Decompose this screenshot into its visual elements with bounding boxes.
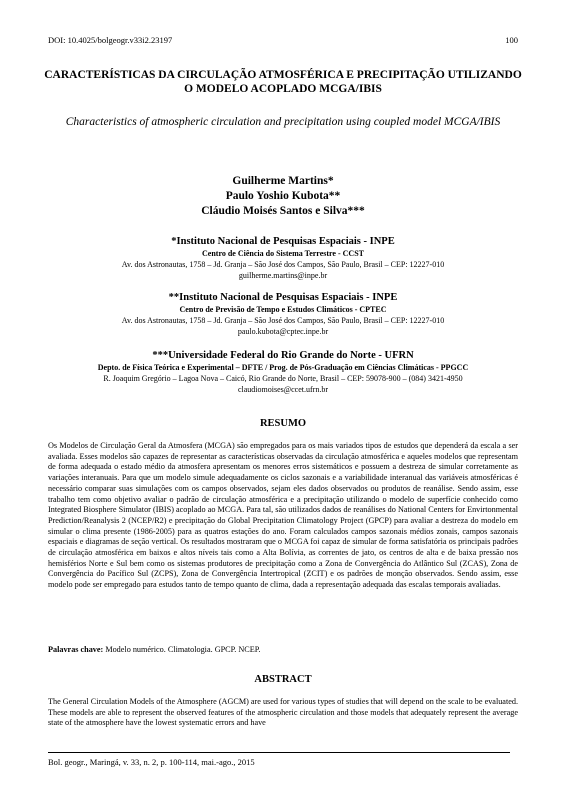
- affiliation-department: Centro de Previsão de Tempo e Estudos Climáticos - CPTEC: [179, 305, 387, 314]
- author-name: Paulo Yoshio Kubota**: [225, 190, 341, 202]
- affiliation-block: [40, 236, 526, 281]
- author-name: Guilherme Martins*: [232, 175, 334, 187]
- resumo-heading: RESUMO: [259, 418, 307, 429]
- affiliation-block: [40, 350, 526, 395]
- affiliation-address: Av. dos Astronautas, 1758 – Jd. Granja – São José dos Campos, São Paulo, Brasil – CEP: 12227-010: [121, 316, 445, 325]
- affiliation-address: Av. dos Astronautas, 1758 – Jd. Granja – São José dos Campos, São Paulo, Brasil – CEP: 12227-010: [121, 260, 445, 269]
- affiliation-email: paulo.kubota@cptec.inpe.br: [237, 327, 329, 336]
- journal-footer: Bol. geogr., Maringá, v. 33, n. 2, p. 100-114, mai.-ago., 2015: [48, 757, 255, 767]
- affiliation-department: Depto. de Física Teórica e Experimental – DFTE / Prog. de Pós-Graduação em Ciências Climáticas - PPGCC: [97, 363, 469, 372]
- abstract-paragraph: The General Circulation Models of the Atmosphere (AGCM) are used for various types of studies that will depend on the scale to be evaluated. These models are able to represent the observed features of the atmospheric circulation and those models that adequately represent the average state of the atmosphere have the lowest systematic errors and have: [48, 697, 518, 728]
- title-english: Characteristics of atmospheric circulation and precipitation using coupled model MCGA/IBIS: [65, 116, 501, 128]
- affiliation-name: ***Universidade Federal do Rio Grande do Norte - UFRN: [152, 350, 414, 361]
- affiliation-department: Centro de Ciência do Sistema Terrestre - CCST: [202, 249, 364, 258]
- author-list: [40, 174, 526, 219]
- affiliation-name: **Instituto Nacional de Pesquisas Espaciais - INPE: [168, 292, 398, 303]
- affiliation-email: claudiomoises@ccet.ufrn.br: [237, 385, 328, 394]
- affiliation-address: R. Joaquim Gregório – Lagoa Nova – Caicó, Rio Grande do Norte, Brasil – CEP: 59078-900 – (084) 3421-4950: [103, 374, 463, 383]
- affiliation-name: *Instituto Nacional de Pesquisas Espaciais - INPE: [171, 236, 395, 247]
- page-number: 100: [505, 35, 518, 45]
- affiliation-block: [40, 292, 526, 337]
- affiliation-email: guilherme.martins@inpe.br: [238, 271, 328, 280]
- author-name: Cláudio Moisés Santos e Silva***: [201, 205, 365, 217]
- doi-text: DOI: 10.4025/bolgeogr.v33i2.23197: [48, 35, 173, 45]
- keywords-label: Palavras chave:: [48, 645, 104, 654]
- keywords-line: [48, 645, 518, 656]
- keywords-text: Modelo numérico. Climatologia. GPCP. NCEP.: [105, 645, 261, 654]
- resumo-paragraph: Os Modelos de Circulação Geral da Atmosfera (MCGA) são empregados para os mais variados tipos de estudos que dependerá da escala a ser avaliada. Esses modelos são capazes de representar as características observadas da circulação atmosférica e aqueles modelos que representam de forma adequada o estado médio da atmosfera apresentam os menores erros sistemáticos e possuem a destreza de simular corretamente as variações interanuais. Para que um modelo simule adequadamente os ciclos sazonais e a variabilidade interanual das variáveis atmosféricas é necessário comparar suas simulações com os campos observados, sejam eles dados observados ou produtos de reanálise. Sendo assim, esse trabalho tem como objetivo avaliar o padrão de circulação atmosférica e a precipitação utilizando o modelo de superfície conhecido como Integrated Biosphere Simulator (IBIS) acoplado ao MCGA. Para tal, são utilizados dados de reanálises do National Centers for Envirtonmental Prediction/Reanalysis 2 (NCEP/R2) e precipitação do Global Precipitation Climatology Project (GPCP) para avaliar a destreza do modelo em simular o clima presente (1986-2005) para as quatros estações do ano. Foram calculados campos sazonais médios zonais, campos sazonais espaciais e diagramas de seção vertical. Os resultados mostraram que o MCGA foi capaz de simular de forma satisfatória os principais padrões de circulação atmosférica em baixos e altos níveis tais como a Alta Bolívia, as correntes de jato, os centros de alta e de baixa pressão nos hemisférios Norte e Sul bem como os sistemas produtores de precipitação como a Zona de Convergência do Atlântico Sul (ZCAS), Zona de Convergência do Pacífico Sul (ZCPS), Zona de Convergência Intertropical (ZCIT) e os padrões de monção observados. Sendo assim, esse modelo pode ser empregado para estudos tanto de tempo quanto de clima, dada a representação adequada das escalas temporais avaliadas.: [48, 441, 518, 590]
- footer-divider: [48, 752, 510, 753]
- title-portuguese: CARACTERÍSTICAS DA CIRCULAÇÃO ATMOSFÉRICA E PRECIPITAÇÃO UTILIZANDO O MODELO ACOPLADO MCGA/IBIS: [44, 69, 522, 95]
- abstract-heading: ABSTRACT: [254, 674, 312, 685]
